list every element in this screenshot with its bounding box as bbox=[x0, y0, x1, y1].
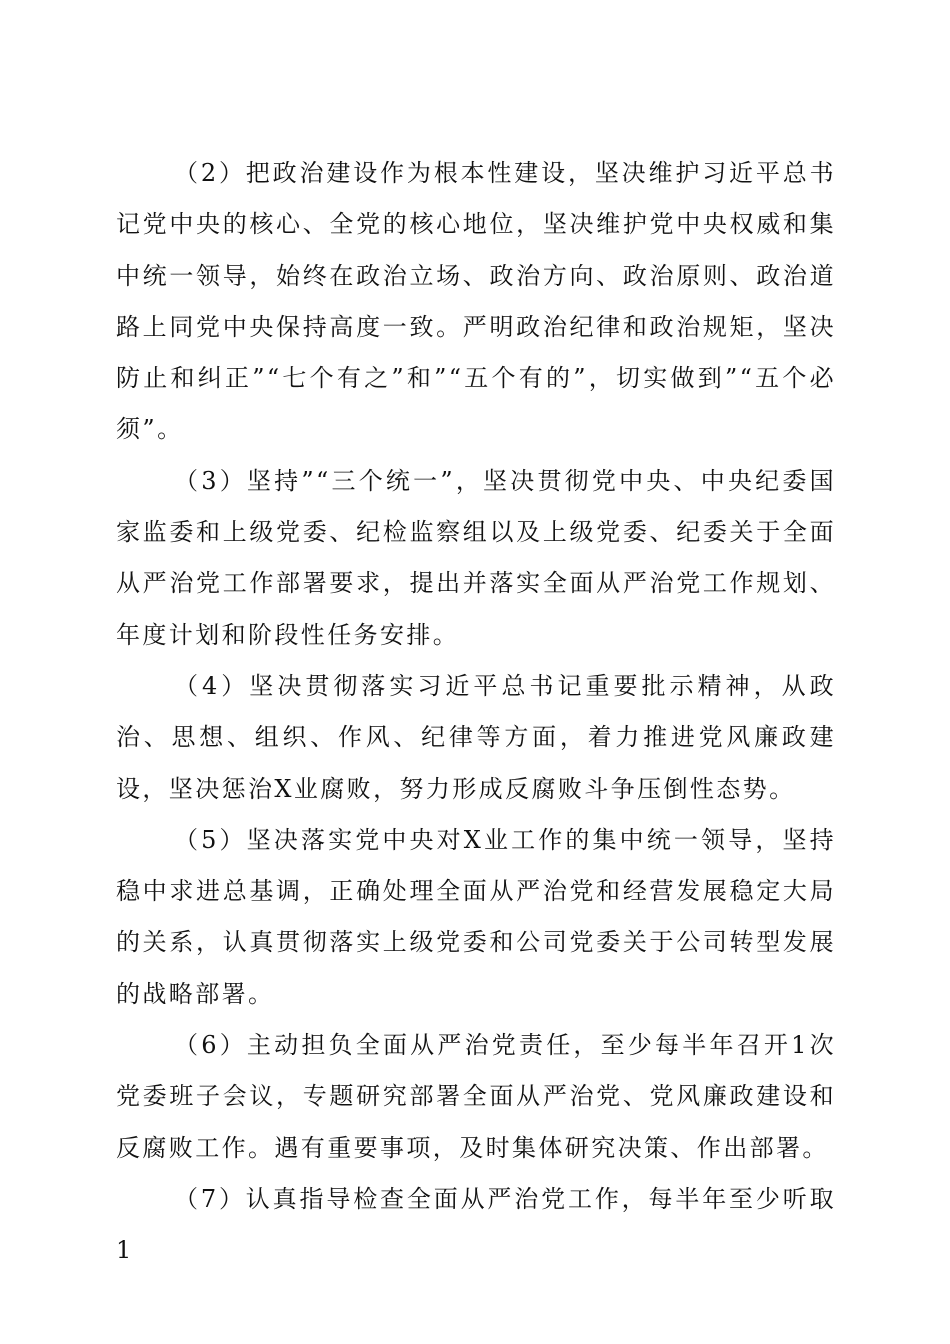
document-body bbox=[116, 148, 836, 1277]
paragraph-item-5: （5）坚决落实党中央对X业工作的集中统一领导，坚持稳中求进总基调，正确处理全面从严治党和经营发展稳定大局的关系，认真贯彻落实上级党委和公司党委关于公司转型发展的战略部署。 bbox=[116, 825, 836, 1008]
paragraph-item-2: （2）把政治建设作为根本性建设，坚决维护习近平总书记党中央的核心、全党的核心地位，坚决维护党中央权威和集中统一领导，始终在政治立场、政治方向、政治原则、政治道路上同党中央保持高度一致。严明政治纪律和政治规矩，坚决防止和纠正”“七个有之”和”“五个有的”，切实做到”“五个必须”。 bbox=[116, 159, 836, 444]
paragraph-item-6: （6）主动担负全面从严治党责任，至少每半年召开1次党委班子会议，专题研究部署全面从严治党、党风廉政建设和反腐败工作。遇有重要事项，及时集体研究决策、作出部署。 bbox=[116, 1031, 836, 1162]
paragraph-item-3: （3）坚持”“三个统一”，坚决贯彻党中央、中央纪委国家监委和上级党委、纪检监察组以及上级党委、纪委关于全面从严治党工作部署要求，提出并落实全面从严治党工作规划、年度计划和阶段性任务安排。 bbox=[116, 466, 836, 649]
paragraph-item-4: （4）坚决贯彻落实习近平总书记重要批示精神，从政治、思想、组织、作风、纪律等方面，着力推进党风廉政建设，坚决惩治X业腐败，努力形成反腐败斗争压倒性态势。 bbox=[116, 671, 836, 803]
paragraph-item-7: （7）认真指导检查全面从严治党工作，每半年至少听取1 bbox=[116, 1184, 836, 1265]
